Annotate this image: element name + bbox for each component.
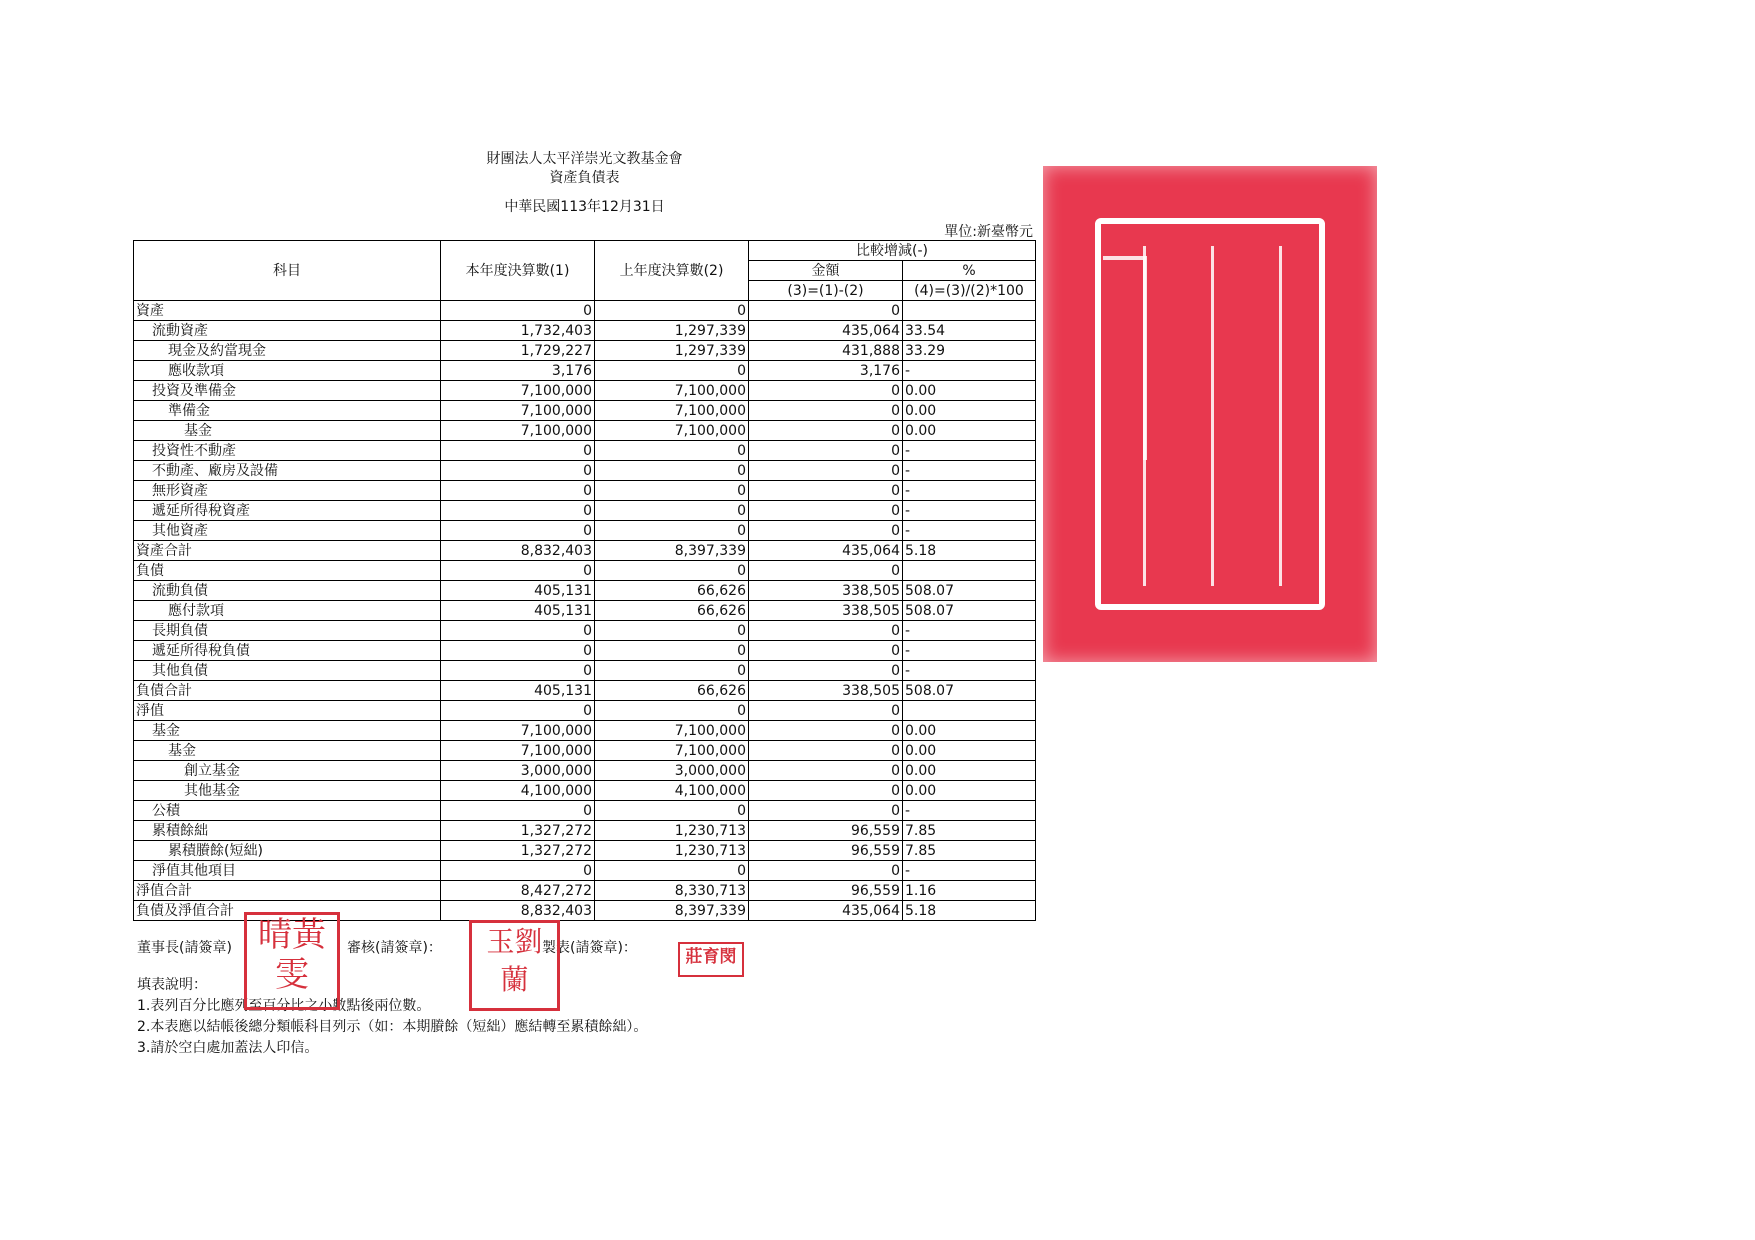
table-row: [134, 761, 1036, 781]
table-row: [134, 561, 1036, 581]
row-subject: 準備金: [134, 401, 441, 421]
row-previous-year: 3,000,000: [595, 761, 749, 781]
row-diff-percent: [903, 561, 1036, 581]
col-compare: 比較增減(-): [749, 241, 1036, 261]
row-previous-year: 0: [595, 501, 749, 521]
row-diff-percent: 0.00: [903, 781, 1036, 801]
row-current-year: 1,327,272: [441, 841, 595, 861]
row-diff-amount: 96,559: [749, 821, 903, 841]
col-amount-formula: (3)=(1)-(2): [749, 281, 903, 301]
row-diff-percent: -: [903, 661, 1036, 681]
preparer-seal: 莊育閔: [678, 942, 744, 977]
table-row: [134, 421, 1036, 441]
table-row: [134, 301, 1036, 321]
row-previous-year: 1,297,339: [595, 321, 749, 341]
row-current-year: 7,100,000: [441, 381, 595, 401]
row-diff-percent: -: [903, 621, 1036, 641]
row-current-year: 0: [441, 801, 595, 821]
table-row: [134, 341, 1036, 361]
row-diff-percent: 0.00: [903, 721, 1036, 741]
row-subject: 資產合計: [134, 541, 441, 561]
row-subject: 遞延所得稅資產: [134, 501, 441, 521]
row-previous-year: 8,330,713: [595, 881, 749, 901]
row-previous-year: 7,100,000: [595, 721, 749, 741]
row-previous-year: 1,297,339: [595, 341, 749, 361]
row-current-year: 0: [441, 561, 595, 581]
row-diff-percent: -: [903, 481, 1036, 501]
row-current-year: 405,131: [441, 681, 595, 701]
row-diff-amount: 431,888: [749, 341, 903, 361]
row-diff-amount: 0: [749, 461, 903, 481]
table-row: [134, 721, 1036, 741]
seal-glyph-stroke: [1211, 246, 1276, 586]
row-current-year: 8,832,403: [441, 541, 595, 561]
currency-unit: 單位:新臺幣元: [944, 224, 1033, 240]
row-diff-percent: -: [903, 441, 1036, 461]
row-current-year: 0: [441, 701, 595, 721]
row-diff-percent: 1.16: [903, 881, 1036, 901]
row-previous-year: 0: [595, 641, 749, 661]
notes-heading: 填表說明：: [137, 977, 207, 993]
row-previous-year: 0: [595, 621, 749, 641]
row-current-year: 0: [441, 481, 595, 501]
row-subject: 遞延所得稅負債: [134, 641, 441, 661]
row-subject: 無形資產: [134, 481, 441, 501]
row-subject: 負債合計: [134, 681, 441, 701]
row-current-year: 0: [441, 621, 595, 641]
row-diff-amount: 0: [749, 301, 903, 321]
row-previous-year: 66,626: [595, 581, 749, 601]
row-subject: 負債及淨值合計: [134, 901, 441, 921]
row-current-year: 405,131: [441, 581, 595, 601]
row-diff-amount: 0: [749, 641, 903, 661]
row-diff-amount: 0: [749, 781, 903, 801]
row-diff-amount: 435,064: [749, 541, 903, 561]
row-subject: 投資及準備金: [134, 381, 441, 401]
official-seal: [1043, 166, 1377, 662]
row-subject: 其他資產: [134, 521, 441, 541]
row-diff-amount: 435,064: [749, 901, 903, 921]
row-diff-percent: 0.00: [903, 741, 1036, 761]
reviewer-signature-label: 審核(請簽章)：: [347, 940, 442, 956]
col-current-year: 本年度決算數(1): [441, 241, 595, 301]
table-row: [134, 481, 1036, 501]
row-current-year: 0: [441, 441, 595, 461]
row-diff-percent: [903, 301, 1036, 321]
row-current-year: 405,131: [441, 601, 595, 621]
row-previous-year: 0: [595, 801, 749, 821]
row-previous-year: 7,100,000: [595, 381, 749, 401]
table-row: [134, 701, 1036, 721]
row-current-year: 8,427,272: [441, 881, 595, 901]
table-row: [134, 621, 1036, 641]
note-item: 1.表列百分比應列至百分比之小數點後兩位數。: [137, 998, 431, 1014]
row-diff-amount: 0: [749, 521, 903, 541]
note-item: 3.請於空白處加蓋法人印信。: [137, 1040, 319, 1056]
row-subject: 現金及約當現金: [134, 341, 441, 361]
row-current-year: 7,100,000: [441, 401, 595, 421]
table-row: [134, 661, 1036, 681]
row-previous-year: 1,230,713: [595, 841, 749, 861]
table-row: [134, 601, 1036, 621]
row-current-year: 7,100,000: [441, 741, 595, 761]
row-current-year: 3,176: [441, 361, 595, 381]
row-current-year: 4,100,000: [441, 781, 595, 801]
row-diff-percent: 508.07: [903, 581, 1036, 601]
row-diff-percent: -: [903, 861, 1036, 881]
row-diff-percent: 33.29: [903, 341, 1036, 361]
row-previous-year: 66,626: [595, 601, 749, 621]
row-diff-amount: 0: [749, 861, 903, 881]
row-diff-amount: 3,176: [749, 361, 903, 381]
row-previous-year: 7,100,000: [595, 741, 749, 761]
row-diff-amount: 0: [749, 761, 903, 781]
table-row: [134, 841, 1036, 861]
filling-notes: [137, 975, 647, 1059]
row-previous-year: 8,397,339: [595, 541, 749, 561]
row-current-year: 0: [441, 501, 595, 521]
table-row: [134, 681, 1036, 701]
row-diff-amount: 0: [749, 741, 903, 761]
row-current-year: 7,100,000: [441, 421, 595, 441]
row-diff-amount: 0: [749, 501, 903, 521]
row-diff-percent: 0.00: [903, 381, 1036, 401]
row-current-year: 1,732,403: [441, 321, 595, 341]
reviewer-seal: 玉劉 蘭: [469, 920, 560, 1011]
table-row: [134, 741, 1036, 761]
row-diff-percent: -: [903, 461, 1036, 481]
report-title: 資產負債表: [549, 170, 620, 186]
table-row: [134, 541, 1036, 561]
table-row: [134, 581, 1036, 601]
row-previous-year: 8,397,339: [595, 901, 749, 921]
row-subject: 公積: [134, 801, 441, 821]
row-previous-year: 0: [595, 301, 749, 321]
seal-glyph-stroke: [1279, 246, 1344, 586]
row-diff-percent: -: [903, 501, 1036, 521]
table-row: [134, 361, 1036, 381]
row-current-year: 1,729,227: [441, 341, 595, 361]
table-row: [134, 781, 1036, 801]
table-row: [134, 501, 1036, 521]
table-row: [134, 401, 1036, 421]
row-subject: 創立基金: [134, 761, 441, 781]
col-percent: %: [903, 261, 1036, 281]
row-diff-amount: 338,505: [749, 601, 903, 621]
row-previous-year: 1,230,713: [595, 821, 749, 841]
row-current-year: 8,832,403: [441, 901, 595, 921]
row-previous-year: 4,100,000: [595, 781, 749, 801]
row-diff-percent: 7.85: [903, 841, 1036, 861]
row-subject: 負債: [134, 561, 441, 581]
chairman-seal: 晴黃 雯: [244, 912, 340, 1010]
row-subject: 長期負債: [134, 621, 441, 641]
preparer-signature-label: 製表(請簽章)：: [542, 940, 637, 956]
row-subject: 基金: [134, 721, 441, 741]
row-diff-amount: 0: [749, 421, 903, 441]
row-diff-amount: 435,064: [749, 321, 903, 341]
balance-sheet-table: [133, 240, 1036, 921]
row-diff-amount: 0: [749, 481, 903, 501]
table-row: [134, 881, 1036, 901]
row-current-year: 0: [441, 661, 595, 681]
row-diff-amount: 0: [749, 381, 903, 401]
chairman-signature-label: 董事長(請簽章): [137, 940, 232, 956]
row-diff-percent: [903, 701, 1036, 721]
table-row: [134, 521, 1036, 541]
row-current-year: 0: [441, 861, 595, 881]
row-diff-percent: -: [903, 801, 1036, 821]
row-subject: 其他基金: [134, 781, 441, 801]
table-row: [134, 801, 1036, 821]
row-diff-amount: 0: [749, 701, 903, 721]
row-previous-year: 0: [595, 441, 749, 461]
row-diff-percent: 508.07: [903, 601, 1036, 621]
row-diff-percent: 0.00: [903, 761, 1036, 781]
row-diff-percent: -: [903, 361, 1036, 381]
row-diff-amount: 338,505: [749, 581, 903, 601]
table-row: [134, 441, 1036, 461]
table-row: [134, 321, 1036, 341]
row-diff-amount: 0: [749, 441, 903, 461]
row-diff-percent: 5.18: [903, 541, 1036, 561]
row-diff-percent: 508.07: [903, 681, 1036, 701]
row-previous-year: 7,100,000: [595, 401, 749, 421]
row-diff-percent: -: [903, 521, 1036, 541]
row-previous-year: 0: [595, 461, 749, 481]
row-diff-percent: 0.00: [903, 401, 1036, 421]
row-subject: 應收款項: [134, 361, 441, 381]
row-diff-amount: 96,559: [749, 881, 903, 901]
row-previous-year: 0: [595, 861, 749, 881]
col-previous-year: 上年度決算數(2): [595, 241, 749, 301]
report-date: 中華民國113年12月31日: [504, 199, 665, 215]
row-subject: 基金: [134, 421, 441, 441]
row-current-year: 0: [441, 641, 595, 661]
row-previous-year: 7,100,000: [595, 421, 749, 441]
row-diff-percent: -: [903, 641, 1036, 661]
row-diff-percent: 33.54: [903, 321, 1036, 341]
seal-glyph-stroke: [1103, 256, 1147, 460]
note-item: 2.本表應以結帳後總分類帳科目列示（如：本期賸餘（短絀）應結轉至累積餘絀）。: [137, 1019, 648, 1035]
row-current-year: 1,327,272: [441, 821, 595, 841]
org-name: 財團法人太平洋崇光文教基金會: [486, 151, 683, 167]
row-previous-year: 66,626: [595, 681, 749, 701]
table-row: [134, 821, 1036, 841]
row-current-year: 3,000,000: [441, 761, 595, 781]
row-previous-year: 0: [595, 661, 749, 681]
row-subject: 淨值其他項目: [134, 861, 441, 881]
row-current-year: 0: [441, 301, 595, 321]
row-subject: 累積餘絀: [134, 821, 441, 841]
row-diff-percent: 0.00: [903, 421, 1036, 441]
col-amount: 金額: [749, 261, 903, 281]
row-previous-year: 0: [595, 361, 749, 381]
row-diff-percent: 7.85: [903, 821, 1036, 841]
row-previous-year: 0: [595, 701, 749, 721]
table-row: [134, 641, 1036, 661]
row-current-year: 0: [441, 461, 595, 481]
row-diff-amount: 338,505: [749, 681, 903, 701]
row-diff-amount: 0: [749, 801, 903, 821]
table-row: [134, 861, 1036, 881]
row-current-year: 0: [441, 521, 595, 541]
row-current-year: 7,100,000: [441, 721, 595, 741]
row-previous-year: 0: [595, 481, 749, 501]
row-previous-year: 0: [595, 561, 749, 581]
col-percent-formula: (4)=(3)/(2)*100: [903, 281, 1036, 301]
col-subject: 科目: [134, 241, 441, 301]
table-row: [134, 381, 1036, 401]
row-subject: 基金: [134, 741, 441, 761]
row-subject: 累積賸餘(短絀): [134, 841, 441, 861]
seal-glyph-stroke: [1143, 246, 1208, 586]
row-diff-amount: 0: [749, 561, 903, 581]
row-subject: 其他負債: [134, 661, 441, 681]
row-diff-percent: 5.18: [903, 901, 1036, 921]
row-diff-amount: 0: [749, 721, 903, 741]
row-subject: 流動資產: [134, 321, 441, 341]
row-subject: 淨值合計: [134, 881, 441, 901]
row-subject: 應付款項: [134, 601, 441, 621]
row-diff-amount: 0: [749, 401, 903, 421]
row-diff-amount: 0: [749, 621, 903, 641]
row-previous-year: 0: [595, 521, 749, 541]
row-subject: 流動負債: [134, 581, 441, 601]
row-diff-amount: 0: [749, 661, 903, 681]
row-diff-amount: 96,559: [749, 841, 903, 861]
row-subject: 投資性不動產: [134, 441, 441, 461]
row-subject: 資產: [134, 301, 441, 321]
table-row: [134, 461, 1036, 481]
row-subject: 淨值: [134, 701, 441, 721]
row-subject: 不動產、廠房及設備: [134, 461, 441, 481]
